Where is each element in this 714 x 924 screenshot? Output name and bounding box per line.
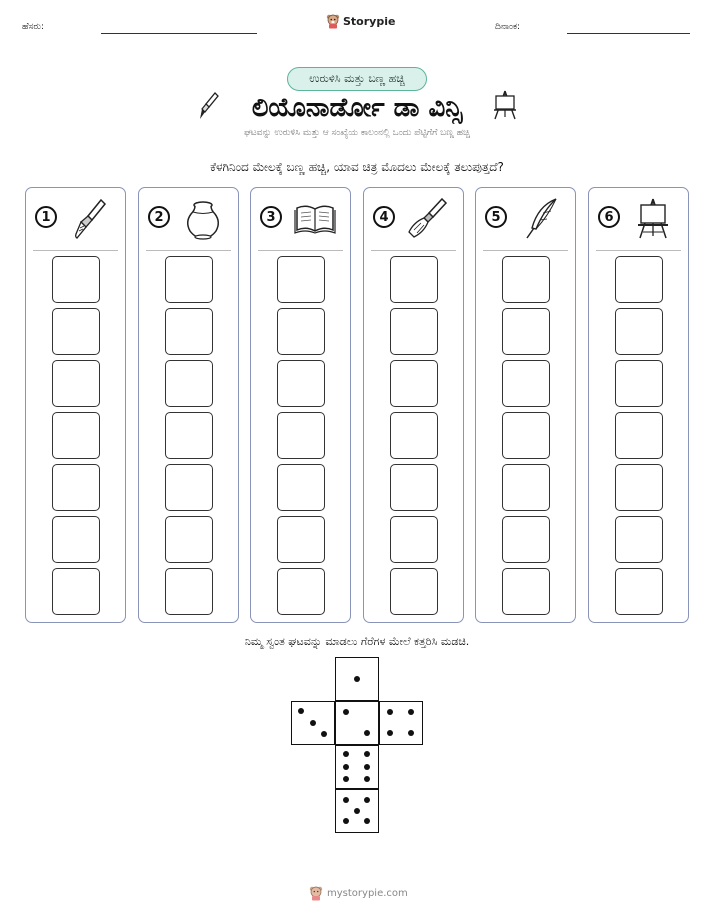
open-book-icon: [293, 196, 337, 240]
color-box[interactable]: [165, 308, 213, 355]
die-pip: [343, 764, 349, 770]
color-box[interactable]: [277, 568, 325, 615]
column-header: [251, 188, 350, 250]
die-pip: [321, 731, 327, 737]
die-pip: [364, 751, 370, 757]
color-box[interactable]: [502, 568, 550, 615]
color-box[interactable]: [52, 412, 100, 459]
color-box[interactable]: [165, 412, 213, 459]
color-box[interactable]: [390, 464, 438, 511]
die-pip: [298, 708, 304, 714]
footer-mascot-icon: [309, 885, 323, 901]
color-box[interactable]: [52, 464, 100, 511]
die-pip: [364, 730, 370, 736]
column-divider: [146, 250, 231, 251]
color-box[interactable]: [165, 568, 213, 615]
page-subtitle: ಘಟವನ್ನು ಉರುಳಿಸಿ ಮತ್ತು ಆ ಸಂಖ್ಯೆಯ ಕಾಲಂನಲ್ಲಿ ಒಂದು ಪೆಟ್ಟಿಗೆಗೆ ಬಣ್ಣ ಹಚ್ಚಿ: [244, 128, 470, 138]
die-pip: [354, 808, 360, 814]
color-box[interactable]: [390, 412, 438, 459]
color-box[interactable]: [502, 360, 550, 407]
activity-pill: ಉರುಳಿಸಿ ಮತ್ತು ಬಣ್ಣ ಹಚ್ಚಿ: [287, 67, 427, 91]
color-box[interactable]: [615, 308, 663, 355]
column-header: [364, 188, 463, 250]
column-divider: [483, 250, 568, 251]
color-box[interactable]: [390, 568, 438, 615]
quill-icon: [518, 196, 562, 240]
column-5: [475, 187, 576, 623]
footer-url: mystorypie.com: [327, 887, 408, 899]
page-title: ಲಿಯೊನಾರ್ಡೋ ಡಾ ವಿನ್ಸಿ: [251, 93, 463, 123]
column-divider: [33, 250, 118, 251]
column-number: 2: [148, 206, 170, 228]
paint-brush-icon: [68, 196, 112, 240]
color-box[interactable]: [502, 464, 550, 511]
column-2: [138, 187, 239, 623]
die-pip: [387, 730, 393, 736]
name-line: [101, 33, 257, 34]
color-box[interactable]: [615, 464, 663, 511]
color-box[interactable]: [502, 308, 550, 355]
color-box[interactable]: [390, 308, 438, 355]
easel-icon: [631, 196, 675, 240]
cutout-instruction: ನಿಮ್ಮ ಸ್ವಂತ ಘಟವನ್ನು ಮಾಡಲು ಗೆರೆಗಳ ಮೇಲೆ ಕತ್ತರಿಸಿ ಮಡಚಿ.: [244, 635, 470, 648]
die-pip: [310, 720, 316, 726]
die-pip: [364, 797, 370, 803]
die-face-4: [379, 701, 423, 745]
color-box[interactable]: [52, 360, 100, 407]
color-box[interactable]: [52, 256, 100, 303]
column-number: 5: [485, 206, 507, 228]
die-face-2: [335, 701, 379, 745]
column-divider: [371, 250, 456, 251]
footer: [309, 885, 408, 901]
color-box[interactable]: [615, 568, 663, 615]
die-pip: [343, 751, 349, 757]
column-1: [25, 187, 126, 623]
die-pip: [364, 764, 370, 770]
column-header: [139, 188, 238, 250]
color-box[interactable]: [165, 360, 213, 407]
color-box[interactable]: [277, 308, 325, 355]
die-pip: [343, 709, 349, 715]
color-box[interactable]: [390, 360, 438, 407]
color-box[interactable]: [502, 516, 550, 563]
die-pip: [354, 676, 360, 682]
die-face-1: [335, 657, 379, 701]
title-easel-icon: [490, 89, 520, 121]
column-number: 3: [260, 206, 282, 228]
color-box[interactable]: [52, 568, 100, 615]
die-face-6: [335, 745, 379, 789]
color-box[interactable]: [165, 516, 213, 563]
die-pip: [343, 818, 349, 824]
color-box[interactable]: [277, 464, 325, 511]
brand-logo: [326, 13, 395, 29]
color-box[interactable]: [52, 516, 100, 563]
die-pip: [387, 709, 393, 715]
column-header: [26, 188, 125, 250]
date-label: ದಿನಾಂಕ:: [495, 22, 521, 32]
wide-brush-icon: [406, 196, 450, 240]
date-line: [567, 33, 690, 34]
column-number: 6: [598, 206, 620, 228]
color-box[interactable]: [165, 256, 213, 303]
color-box[interactable]: [277, 360, 325, 407]
color-box[interactable]: [390, 256, 438, 303]
die-pip: [343, 776, 349, 782]
color-box[interactable]: [52, 308, 100, 355]
color-box[interactable]: [615, 412, 663, 459]
color-box[interactable]: [615, 360, 663, 407]
die-face-5: [335, 789, 379, 833]
brand-name: Storypie: [343, 14, 396, 28]
column-3: [250, 187, 351, 623]
color-box[interactable]: [277, 516, 325, 563]
column-header: [476, 188, 575, 250]
column-header: [589, 188, 688, 250]
column-number: 1: [35, 206, 57, 228]
column-4: [363, 187, 464, 623]
column-6: [588, 187, 689, 623]
question-text: ಕೆಳಗಿನಿಂದ ಮೇಲಕ್ಕೆ ಬಣ್ಣ ಹಚ್ಚಿ, ಯಾವ ಚಿತ್ರ ಮೊದಲು ಮೇಲಕ್ಕೆ ತಲುಪುತ್ತದೆ?: [210, 160, 504, 174]
die-pip: [364, 776, 370, 782]
color-box[interactable]: [277, 412, 325, 459]
color-box[interactable]: [615, 516, 663, 563]
die-pip: [408, 730, 414, 736]
die-pip: [408, 709, 414, 715]
column-number: 4: [373, 206, 395, 228]
die-pip: [364, 818, 370, 824]
color-box[interactable]: [277, 256, 325, 303]
die-face-3: [291, 701, 335, 745]
column-divider: [258, 250, 343, 251]
storypie-mascot-icon: [326, 13, 340, 29]
die-pip: [343, 797, 349, 803]
color-box[interactable]: [165, 464, 213, 511]
color-box[interactable]: [502, 412, 550, 459]
color-box[interactable]: [502, 256, 550, 303]
name-label: ಹೆಸರು:: [22, 22, 45, 32]
pot-icon: [181, 196, 225, 240]
column-divider: [596, 250, 681, 251]
color-box[interactable]: [615, 256, 663, 303]
color-box[interactable]: [390, 516, 438, 563]
